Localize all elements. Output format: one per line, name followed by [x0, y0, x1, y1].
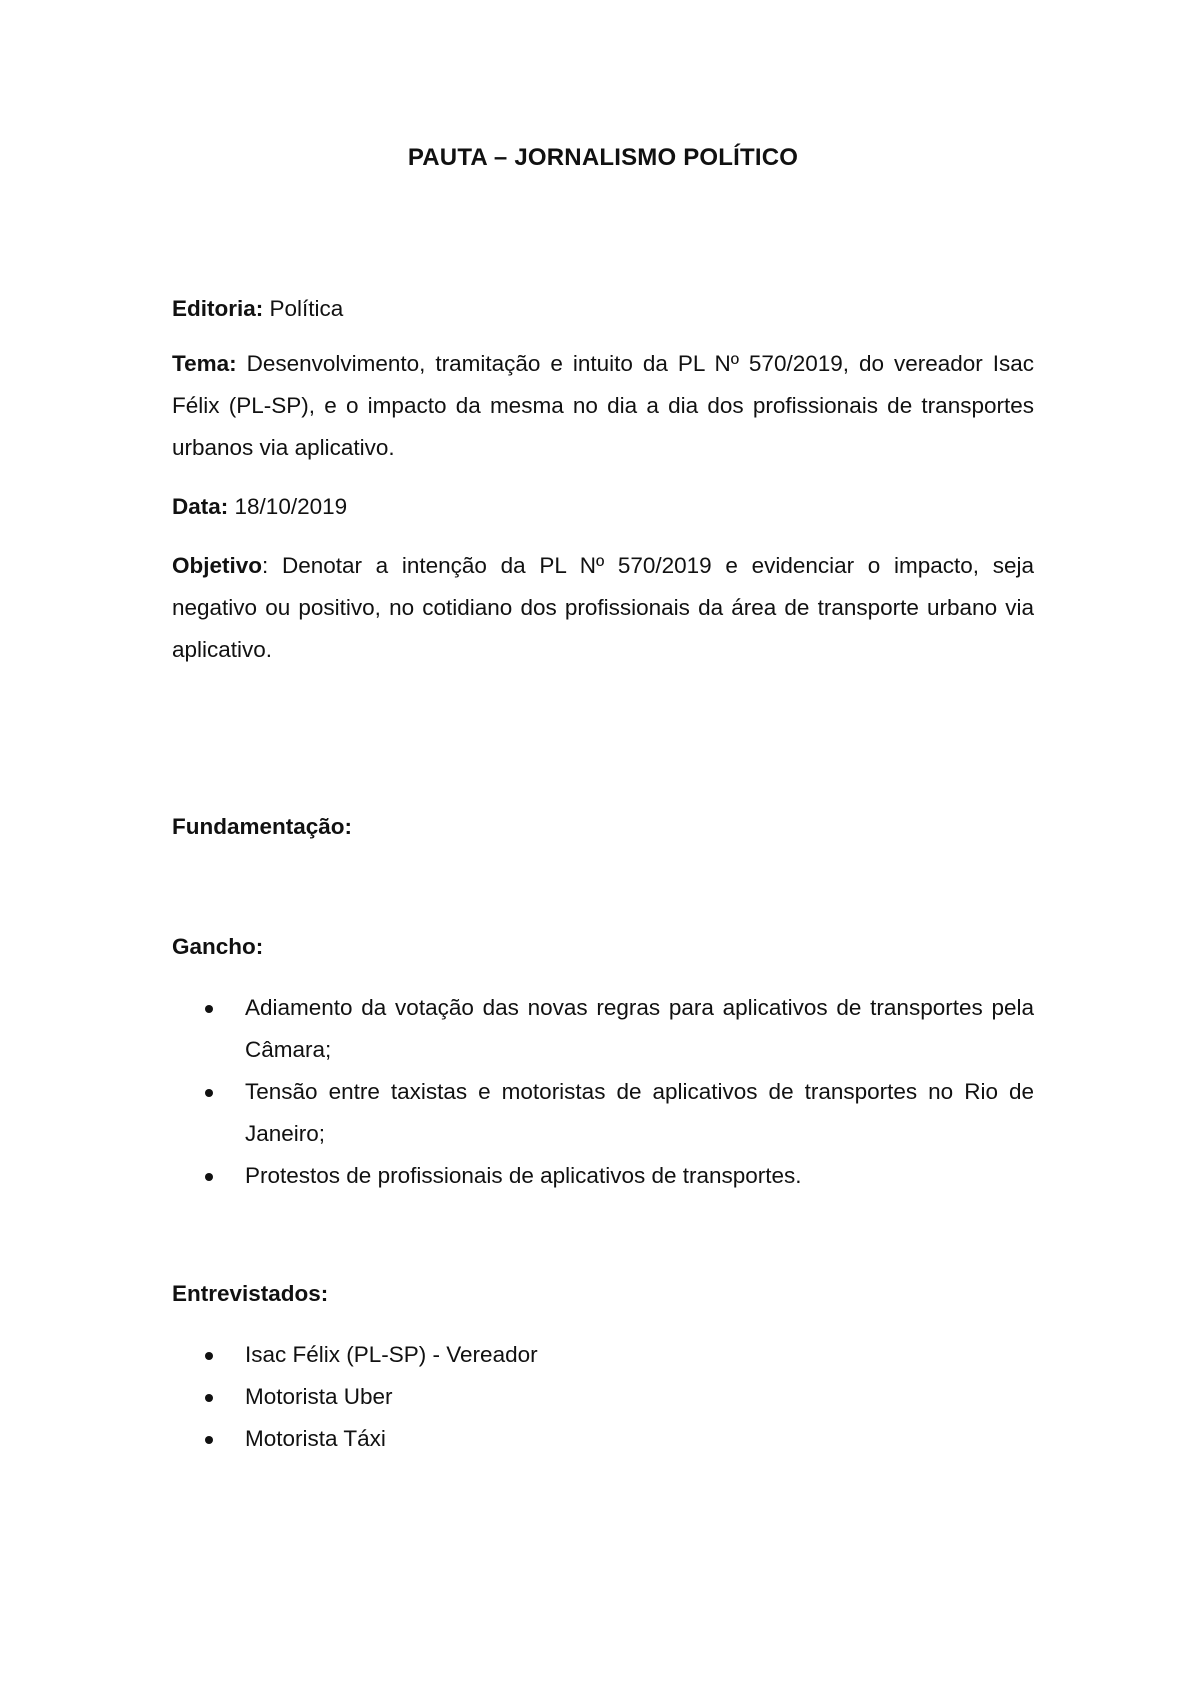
- entrevistado-item-text: Motorista Táxi: [245, 1426, 386, 1451]
- entrevistado-item-text: Isac Félix (PL-SP) - Vereador: [245, 1342, 538, 1367]
- fundamentacao-heading: Fundamentação:: [172, 814, 353, 839]
- objetivo-value: : Denotar a intenção da PL Nº 570/2019 e evidenciar o impacto, seja negativo ou positivo, no cotidiano dos profissionais da área de transporte urbano via aplicativo.: [172, 553, 1034, 662]
- editoria-value: Política: [269, 296, 344, 321]
- bullet-icon: [205, 1089, 213, 1097]
- tema-label: Tema:: [172, 351, 237, 376]
- entrevistados-list: [172, 1334, 1034, 1460]
- gancho-list: [172, 987, 1034, 1197]
- bullet-icon: [205, 1173, 213, 1181]
- bullet-icon: [205, 1436, 213, 1444]
- list-item: [172, 1418, 1034, 1460]
- list-item: [172, 987, 1034, 1071]
- gancho-item-text: Protestos de profissionais de aplicativos de transportes.: [245, 1163, 802, 1188]
- gancho-item-text: Tensão entre taxistas e motoristas de aplicativos de transportes no Rio de Janeiro;: [245, 1079, 1034, 1146]
- data-field: [172, 486, 1034, 528]
- list-item: [172, 1155, 1034, 1197]
- gancho-heading: Gancho:: [172, 934, 264, 959]
- gancho-item-text: Adiamento da votação das novas regras para aplicativos de transportes pela Câmara;: [245, 995, 1034, 1062]
- bullet-icon: [205, 1005, 213, 1013]
- entrevistado-item-text: Motorista Uber: [245, 1384, 393, 1409]
- tema-field: [172, 343, 1034, 469]
- list-item: [172, 1376, 1034, 1418]
- entrevistados-heading: Entrevistados:: [172, 1281, 329, 1306]
- bullet-icon: [205, 1394, 213, 1402]
- list-item: [172, 1334, 1034, 1376]
- editoria-label: Editoria:: [172, 296, 264, 321]
- data-value: 18/10/2019: [234, 494, 348, 519]
- data-label: Data:: [172, 494, 229, 519]
- tema-value: Desenvolvimento, tramitação e intuito da PL Nº 570/2019, do vereador Isac Félix (PL-SP), e o impacto da mesma no dia a dia dos profissionais de transportes urbanos via aplicativo.: [172, 351, 1034, 460]
- bullet-icon: [205, 1352, 213, 1360]
- document-title: PAUTA – JORNALISMO POLÍTICO: [407, 144, 799, 171]
- objetivo-field: [172, 545, 1034, 671]
- editoria-field: [172, 288, 1034, 330]
- objetivo-label: Objetivo: [172, 553, 263, 578]
- list-item: [172, 1071, 1034, 1155]
